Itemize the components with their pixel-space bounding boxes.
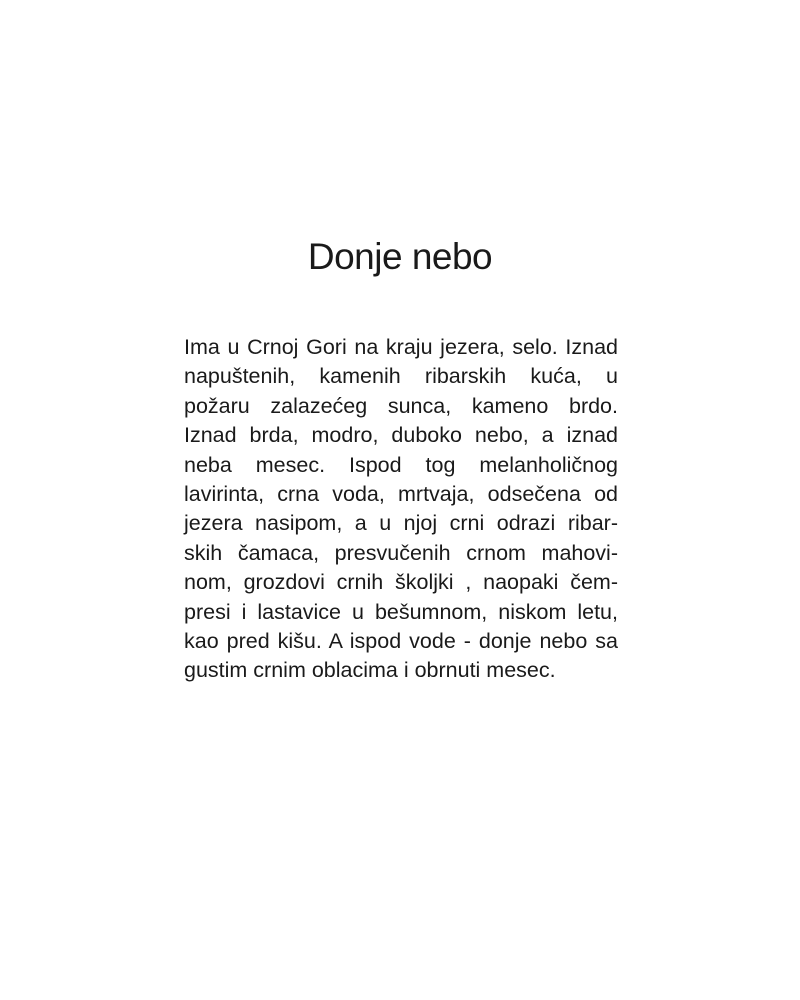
text-line: kao pred kišu. A ispod vode - donje nebo sa [184,628,618,653]
text-line: jezera nasipom, a u njoj crni odrazi ribar- [184,511,618,536]
text-line: neba mesec. Ispod tog melanholičnog [184,452,618,477]
text-line: presi i lastavice u bešumnom, niskom letu, [184,599,618,624]
text-line: požaru zalazećeg sunca, kameno brdo. [184,393,618,418]
body-paragraph [184,333,618,686]
text-line: Ima u Crnoj Gori na kraju jezera, selo. Iznad [184,335,618,359]
text-line: Iznad brda, modro, duboko nebo, a iznad [184,423,618,448]
page-title: Donje nebo [307,236,493,277]
text-line: gustim crnim oblacima i obrnuti mesec. [184,658,556,683]
text-line: lavirinta, crna voda, mrtvaja, odsečena od [184,481,618,506]
text-line: napuštenih, kamenih ribarskih kuća, u [184,364,618,389]
text-line: nom, grozdovi crnih školjki , naopaki čem- [184,570,618,595]
text-line: skih čamaca, presvučenih crnom mahovi- [184,540,618,565]
